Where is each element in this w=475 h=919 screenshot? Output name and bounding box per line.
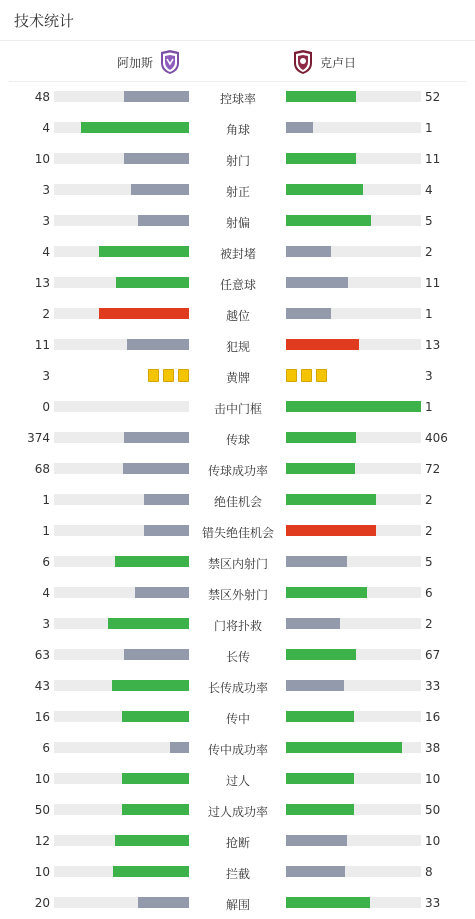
stat-label: 角球 [225,123,250,137]
away-bar-fill [286,680,344,691]
home-bar-fill [144,494,189,505]
away-stat-bar [286,308,421,319]
home-stat-value: 0 [42,400,50,414]
home-bar-fill [170,742,189,753]
home-stat-bar [54,618,189,629]
away-stat-value: 16 [425,710,441,724]
home-stat-bar [54,804,189,815]
home-bar-fill [138,897,189,908]
stat-label: 黄牌 [225,371,250,385]
home-stat-value: 374 [27,431,50,445]
stat-row [0,794,475,825]
home-stat-bar [54,246,189,257]
away-stat-bar [286,91,421,102]
home-bar-fill [122,773,190,784]
yellow-card-icon [316,369,327,382]
away-bar-fill [286,866,345,877]
stat-label: 拦截 [225,867,250,881]
home-stat-value: 4 [42,245,50,259]
home-stat-bar [54,401,189,412]
home-bar-fill [115,835,189,846]
away-bar-fill [286,525,376,536]
home-stat-bar [54,277,189,288]
home-stat-bar [54,680,189,691]
home-bar-fill [127,339,189,350]
stat-label: 过人 [225,774,250,788]
home-stat-bar [54,215,189,226]
home-stat-bar [54,494,189,505]
home-stat-bar [54,587,189,598]
stat-row [0,422,475,453]
away-bar-fill [286,122,313,133]
home-bar-fill [81,122,189,133]
away-stat-value: 10 [425,834,441,848]
away-bar-fill [286,463,355,474]
away-stat-bar [286,835,421,846]
stat-label: 传球 [225,433,250,447]
away-stat-bar [286,525,421,536]
home-stat-value: 6 [42,741,50,755]
away-bar-fill [286,339,359,350]
home-stat-value: 10 [34,772,50,786]
away-stat-value: 2 [425,245,433,259]
stat-row [0,329,475,360]
teams-bar [9,41,466,82]
away-stat-bar [286,804,421,815]
away-stat-value: 1 [425,307,433,321]
home-bar-fill [124,649,189,660]
away-bar-fill [286,401,421,412]
stat-row [0,732,475,763]
stat-row [0,515,475,546]
stat-row [0,639,475,670]
stat-row [0,484,475,515]
stat-label: 传中成功率 [207,743,268,757]
stat-row [0,360,475,391]
away-stat-value: 6 [425,586,433,600]
home-bar-fill [123,463,189,474]
home-stat-value: 11 [34,338,50,352]
home-stat-value: 1 [42,493,50,507]
away-stat-value: 2 [425,617,433,631]
away-stat-bar [286,215,421,226]
home-stat-value: 63 [34,648,50,662]
stat-row [0,205,475,236]
home-stat-bar [54,897,189,908]
away-stat-bar [286,246,421,257]
home-bar-fill [115,556,189,567]
away-stat-bar [286,463,421,474]
stats-header [0,0,475,41]
away-stat-bar [286,122,421,133]
away-stat-bar [286,277,421,288]
home-stat-value: 50 [34,803,50,817]
away-stat-value: 1 [425,121,433,135]
stat-row [0,701,475,732]
home-stat-value: 16 [34,710,50,724]
away-stat-bar [286,184,421,195]
away-team-name: 克卢日 [320,55,357,70]
stat-label: 控球率 [219,92,256,106]
stat-label: 击中门框 [213,402,262,416]
away-stat-value: 33 [425,679,441,693]
stat-label: 越位 [225,309,250,323]
away-bar-fill [286,432,356,443]
home-stat-bar [54,184,189,195]
yellow-card-icon [286,369,297,382]
stat-row [0,143,475,174]
away-bar-fill [286,897,370,908]
away-stat-bar [286,432,421,443]
away-stat-bar [286,401,421,412]
home-stat-value: 4 [42,586,50,600]
home-stat-value: 3 [42,369,50,383]
stat-row [0,298,475,329]
home-stat-bar [54,432,189,443]
home-stat-value: 48 [34,90,50,104]
home-bar-fill [131,184,189,195]
home-stat-value: 4 [42,121,50,135]
away-stat-bar [286,680,421,691]
home-stat-bar [54,339,189,350]
away-stat-value: 1 [425,400,433,414]
home-bar-fill [112,680,189,691]
stat-label: 错失绝佳机会 [201,526,274,540]
away-stat-value: 11 [425,276,441,290]
home-stat-value: 3 [42,183,50,197]
home-stat-value: 6 [42,555,50,569]
away-bar-fill [286,742,402,753]
home-stat-bar [54,122,189,133]
away-stat-value: 11 [425,152,441,166]
away-stat-value: 33 [425,896,441,910]
home-stat-bar [54,773,189,784]
home-bar-fill [108,618,189,629]
away-stat-value: 406 [425,431,448,445]
stat-label: 绝佳机会 [213,495,262,509]
home-stat-bar [54,308,189,319]
home-stat-bar [54,742,189,753]
home-stat-bar [54,91,189,102]
home-stat-bar [54,649,189,660]
away-stat-value: 2 [425,493,433,507]
away-stat-value: 38 [425,741,441,755]
away-team-logo-icon [292,49,314,75]
away-stat-bar [286,556,421,567]
away-bar-fill [286,835,347,846]
home-yellow-cards [148,369,189,382]
away-yellow-cards [286,369,327,382]
away-stat-value: 4 [425,183,433,197]
stat-label: 禁区内射门 [207,557,268,571]
stat-label: 长传 [225,650,250,664]
away-stat-value: 2 [425,524,433,538]
away-stat-bar [286,494,421,505]
stat-label: 抢断 [225,836,250,850]
home-stat-value: 68 [34,462,50,476]
stat-label: 射偏 [225,216,250,230]
home-stat-value: 2 [42,307,50,321]
away-stat-bar [286,773,421,784]
yellow-card-icon [178,369,189,382]
stat-label: 射门 [225,154,250,168]
away-bar-fill [286,215,371,226]
stat-row [0,856,475,887]
away-stat-value: 67 [425,648,441,662]
away-stat-value: 3 [425,369,433,383]
away-stat-value: 10 [425,772,441,786]
home-bar-fill [124,153,189,164]
away-stat-bar [286,339,421,350]
stat-row [0,453,475,484]
home-bar-fill [122,804,190,815]
stat-row [0,81,475,112]
away-team[interactable] [292,49,356,75]
away-bar-fill [286,556,347,567]
away-bar-fill [286,618,340,629]
home-bar-fill [144,525,189,536]
home-stat-value: 3 [42,214,50,228]
yellow-card-icon [301,369,312,382]
stat-label: 门将扑救 [213,619,262,633]
away-stat-bar [286,897,421,908]
home-stat-value: 20 [34,896,50,910]
away-stat-value: 5 [425,214,433,228]
home-stat-value: 1 [42,524,50,538]
home-stat-bar [54,835,189,846]
away-bar-fill [286,277,348,288]
away-stat-value: 52 [425,90,441,104]
home-bar-fill [113,866,189,877]
home-stat-bar [54,153,189,164]
home-stat-value: 12 [34,834,50,848]
home-bar-fill [124,91,189,102]
stat-row [0,577,475,608]
stat-row [0,608,475,639]
stat-row [0,887,475,918]
home-stat-value: 3 [42,617,50,631]
home-bar-fill [99,308,189,319]
stat-label: 被封堵 [219,247,256,261]
away-bar-fill [286,184,363,195]
stat-label: 传中 [225,712,250,726]
stat-row [0,112,475,143]
home-bar-fill [122,711,190,722]
home-stat-bar [54,866,189,877]
away-stat-bar [286,711,421,722]
home-stat-bar [54,525,189,536]
home-team-name: 阿加斯 [116,55,153,70]
home-bar-fill [124,432,189,443]
stat-label: 解围 [225,898,250,912]
stat-label: 射正 [225,185,250,199]
stat-row [0,267,475,298]
away-bar-fill [286,711,354,722]
away-stat-value: 5 [425,555,433,569]
yellow-card-icon [148,369,159,382]
stat-row [0,825,475,856]
home-bar-fill [135,587,189,598]
home-stat-bar [54,556,189,567]
home-stat-value: 10 [34,152,50,166]
away-stat-bar [286,153,421,164]
away-bar-fill [286,804,354,815]
away-stat-bar [286,618,421,629]
stat-label: 禁区外射门 [207,588,268,602]
stat-row [0,391,475,422]
away-bar-fill [286,649,356,660]
stat-label: 过人成功率 [207,805,268,819]
away-stat-bar [286,742,421,753]
away-bar-fill [286,246,331,257]
away-bar-fill [286,308,331,319]
stats-list [0,81,475,918]
stat-row [0,236,475,267]
stat-row [0,174,475,205]
home-bar-fill [116,277,189,288]
away-stat-value: 50 [425,803,441,817]
away-bar-fill [286,587,367,598]
stat-label: 传球成功率 [207,464,268,478]
away-stat-bar [286,649,421,660]
home-stat-value: 13 [34,276,50,290]
away-bar-fill [286,91,356,102]
home-stat-bar [54,463,189,474]
home-stat-bar [54,711,189,722]
page-title: 技术统计 [14,12,75,30]
away-stat-value: 8 [425,865,433,879]
away-stat-value: 13 [425,338,441,352]
away-bar-fill [286,494,376,505]
yellow-card-icon [163,369,174,382]
away-stat-bar [286,866,421,877]
stat-label: 犯规 [225,340,250,354]
stat-row [0,546,475,577]
home-team-logo-icon [159,49,181,75]
stat-row [0,670,475,701]
away-bar-fill [286,153,356,164]
stat-row [0,763,475,794]
home-team[interactable] [117,49,181,75]
away-bar-fill [286,773,354,784]
home-stat-value: 43 [34,679,50,693]
away-stat-value: 72 [425,462,441,476]
stat-label: 任意球 [219,278,256,292]
stat-label: 长传成功率 [207,681,268,695]
away-stat-bar [286,587,421,598]
home-bar-fill [99,246,189,257]
home-stat-value: 10 [34,865,50,879]
home-bar-fill [138,215,189,226]
